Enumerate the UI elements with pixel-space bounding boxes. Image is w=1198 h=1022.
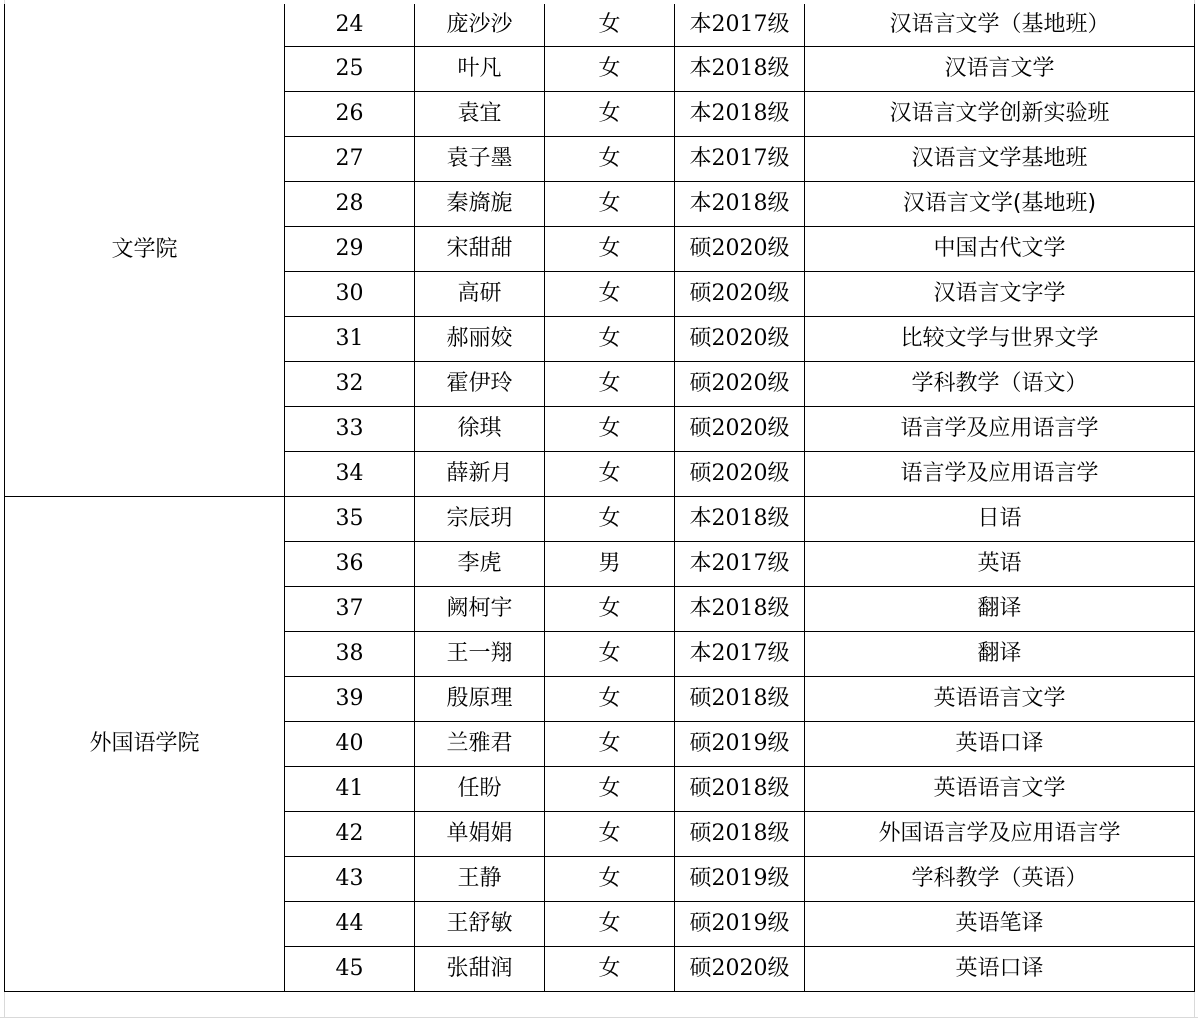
major-cell[interactable]: 英语口译 bbox=[805, 722, 1195, 767]
grade-cell[interactable]: 本2018级 bbox=[675, 182, 805, 227]
name-cell[interactable]: 宋甜甜 bbox=[415, 227, 545, 272]
college-cell[interactable]: 外国语学院 bbox=[5, 497, 285, 992]
name-cell[interactable]: 徐琪 bbox=[415, 407, 545, 452]
grade-cell[interactable]: 硕2020级 bbox=[675, 452, 805, 497]
major-cell[interactable]: 汉语言文学 bbox=[805, 47, 1195, 92]
gender-cell[interactable]: 女 bbox=[545, 497, 675, 542]
major-cell[interactable]: 比较文学与世界文学 bbox=[805, 317, 1195, 362]
major-cell[interactable]: 英语口译 bbox=[805, 947, 1195, 992]
gender-cell[interactable]: 女 bbox=[545, 812, 675, 857]
grade-cell[interactable]: 本2017级 bbox=[675, 4, 805, 47]
name-cell[interactable]: 袁宜 bbox=[415, 92, 545, 137]
grade-cell[interactable]: 硕2018级 bbox=[675, 767, 805, 812]
gender-cell[interactable]: 女 bbox=[545, 632, 675, 677]
grade-cell[interactable]: 硕2019级 bbox=[675, 902, 805, 947]
major-cell[interactable]: 翻译 bbox=[805, 632, 1195, 677]
gender-cell[interactable]: 女 bbox=[545, 947, 675, 992]
name-cell[interactable]: 袁子墨 bbox=[415, 137, 545, 182]
name-cell[interactable]: 兰雅君 bbox=[415, 722, 545, 767]
grade-cell[interactable]: 硕2020级 bbox=[675, 227, 805, 272]
major-cell[interactable]: 语言学及应用语言学 bbox=[805, 407, 1195, 452]
major-cell[interactable]: 汉语言文字学 bbox=[805, 272, 1195, 317]
name-cell[interactable]: 李虎 bbox=[415, 542, 545, 587]
number-cell[interactable]: 25 bbox=[285, 47, 415, 92]
sheet-bottom-edge bbox=[0, 1017, 1198, 1022]
grade-cell[interactable]: 硕2018级 bbox=[675, 677, 805, 722]
number-cell[interactable]: 45 bbox=[285, 947, 415, 992]
major-cell[interactable]: 汉语言文学(基地班) bbox=[805, 182, 1195, 227]
number-cell[interactable]: 39 bbox=[285, 677, 415, 722]
gender-cell[interactable]: 女 bbox=[545, 362, 675, 407]
table-row bbox=[5, 497, 1195, 542]
number-cell[interactable]: 43 bbox=[285, 857, 415, 902]
gender-cell[interactable]: 女 bbox=[545, 587, 675, 632]
gender-cell[interactable]: 女 bbox=[545, 92, 675, 137]
grade-cell[interactable]: 硕2020级 bbox=[675, 317, 805, 362]
name-cell[interactable]: 单娟娟 bbox=[415, 812, 545, 857]
name-cell[interactable]: 宗辰玥 bbox=[415, 497, 545, 542]
gender-cell[interactable]: 女 bbox=[545, 452, 675, 497]
name-cell[interactable]: 王静 bbox=[415, 857, 545, 902]
major-cell[interactable]: 翻译 bbox=[805, 587, 1195, 632]
grade-cell[interactable]: 硕2018级 bbox=[675, 812, 805, 857]
grade-cell[interactable]: 硕2020级 bbox=[675, 272, 805, 317]
number-cell[interactable]: 38 bbox=[285, 632, 415, 677]
number-cell[interactable]: 40 bbox=[285, 722, 415, 767]
name-cell[interactable]: 郝丽姣 bbox=[415, 317, 545, 362]
gender-cell[interactable]: 女 bbox=[545, 677, 675, 722]
grade-cell[interactable]: 本2018级 bbox=[675, 497, 805, 542]
gender-cell[interactable]: 女 bbox=[545, 182, 675, 227]
name-cell[interactable]: 高研 bbox=[415, 272, 545, 317]
grade-cell[interactable]: 硕2020级 bbox=[675, 362, 805, 407]
number-cell[interactable]: 24 bbox=[285, 4, 415, 47]
table-row bbox=[5, 4, 1195, 47]
gender-cell[interactable]: 女 bbox=[545, 137, 675, 182]
grade-cell[interactable]: 本2018级 bbox=[675, 587, 805, 632]
major-cell[interactable]: 汉语言文学基地班 bbox=[805, 137, 1195, 182]
number-cell[interactable]: 44 bbox=[285, 902, 415, 947]
number-cell[interactable]: 37 bbox=[285, 587, 415, 632]
gender-cell[interactable]: 女 bbox=[545, 4, 675, 47]
student-table bbox=[4, 4, 1195, 992]
number-cell[interactable]: 36 bbox=[285, 542, 415, 587]
name-cell[interactable]: 薛新月 bbox=[415, 452, 545, 497]
grade-cell[interactable]: 硕2019级 bbox=[675, 857, 805, 902]
major-cell[interactable]: 英语笔译 bbox=[805, 902, 1195, 947]
major-cell[interactable]: 汉语言文学创新实验班 bbox=[805, 92, 1195, 137]
name-cell[interactable]: 任盼 bbox=[415, 767, 545, 812]
gender-cell[interactable]: 女 bbox=[545, 407, 675, 452]
grade-cell[interactable]: 本2018级 bbox=[675, 92, 805, 137]
gender-cell[interactable]: 女 bbox=[545, 902, 675, 947]
name-cell[interactable]: 王一翔 bbox=[415, 632, 545, 677]
major-cell[interactable]: 学科教学（英语） bbox=[805, 857, 1195, 902]
table-body bbox=[5, 4, 1195, 992]
number-cell[interactable]: 41 bbox=[285, 767, 415, 812]
number-cell[interactable]: 35 bbox=[285, 497, 415, 542]
number-cell[interactable]: 34 bbox=[285, 452, 415, 497]
number-cell[interactable]: 26 bbox=[285, 92, 415, 137]
major-cell[interactable]: 汉语言文学（基地班） bbox=[805, 4, 1195, 47]
grade-cell[interactable]: 本2017级 bbox=[675, 137, 805, 182]
number-cell[interactable]: 42 bbox=[285, 812, 415, 857]
major-cell[interactable]: 英语语言文学 bbox=[805, 767, 1195, 812]
major-cell[interactable]: 日语 bbox=[805, 497, 1195, 542]
major-cell[interactable]: 外国语言学及应用语言学 bbox=[805, 812, 1195, 857]
number-cell[interactable]: 31 bbox=[285, 317, 415, 362]
grade-cell[interactable]: 硕2020级 bbox=[675, 407, 805, 452]
gender-cell[interactable]: 女 bbox=[545, 857, 675, 902]
major-cell[interactable]: 英语 bbox=[805, 542, 1195, 587]
number-cell[interactable]: 33 bbox=[285, 407, 415, 452]
grade-cell[interactable]: 硕2019级 bbox=[675, 722, 805, 767]
name-cell[interactable]: 殷原理 bbox=[415, 677, 545, 722]
number-cell[interactable]: 29 bbox=[285, 227, 415, 272]
name-cell[interactable]: 张甜润 bbox=[415, 947, 545, 992]
number-cell[interactable]: 27 bbox=[285, 137, 415, 182]
number-cell[interactable]: 30 bbox=[285, 272, 415, 317]
gender-cell[interactable]: 女 bbox=[545, 767, 675, 812]
number-cell[interactable]: 28 bbox=[285, 182, 415, 227]
name-cell[interactable]: 霍伊玲 bbox=[415, 362, 545, 407]
gender-cell[interactable]: 女 bbox=[545, 47, 675, 92]
grade-cell[interactable]: 硕2020级 bbox=[675, 947, 805, 992]
name-cell[interactable]: 王舒敏 bbox=[415, 902, 545, 947]
gender-cell[interactable]: 男 bbox=[545, 542, 675, 587]
college-cell[interactable]: 文学院 bbox=[5, 4, 285, 497]
name-cell[interactable]: 叶凡 bbox=[415, 47, 545, 92]
major-cell[interactable]: 学科教学（语文） bbox=[805, 362, 1195, 407]
name-cell[interactable]: 阙柯宇 bbox=[415, 587, 545, 632]
gender-cell[interactable]: 女 bbox=[545, 317, 675, 362]
name-cell[interactable]: 庞沙沙 bbox=[415, 4, 545, 47]
gender-cell[interactable]: 女 bbox=[545, 272, 675, 317]
grade-cell[interactable]: 本2017级 bbox=[675, 632, 805, 677]
number-cell[interactable]: 32 bbox=[285, 362, 415, 407]
gender-cell[interactable]: 女 bbox=[545, 227, 675, 272]
grade-cell[interactable]: 本2018级 bbox=[675, 47, 805, 92]
major-cell[interactable]: 英语语言文学 bbox=[805, 677, 1195, 722]
name-cell[interactable]: 秦旖旎 bbox=[415, 182, 545, 227]
grade-cell[interactable]: 本2017级 bbox=[675, 542, 805, 587]
major-cell[interactable]: 语言学及应用语言学 bbox=[805, 452, 1195, 497]
gender-cell[interactable]: 女 bbox=[545, 722, 675, 767]
major-cell[interactable]: 中国古代文学 bbox=[805, 227, 1195, 272]
